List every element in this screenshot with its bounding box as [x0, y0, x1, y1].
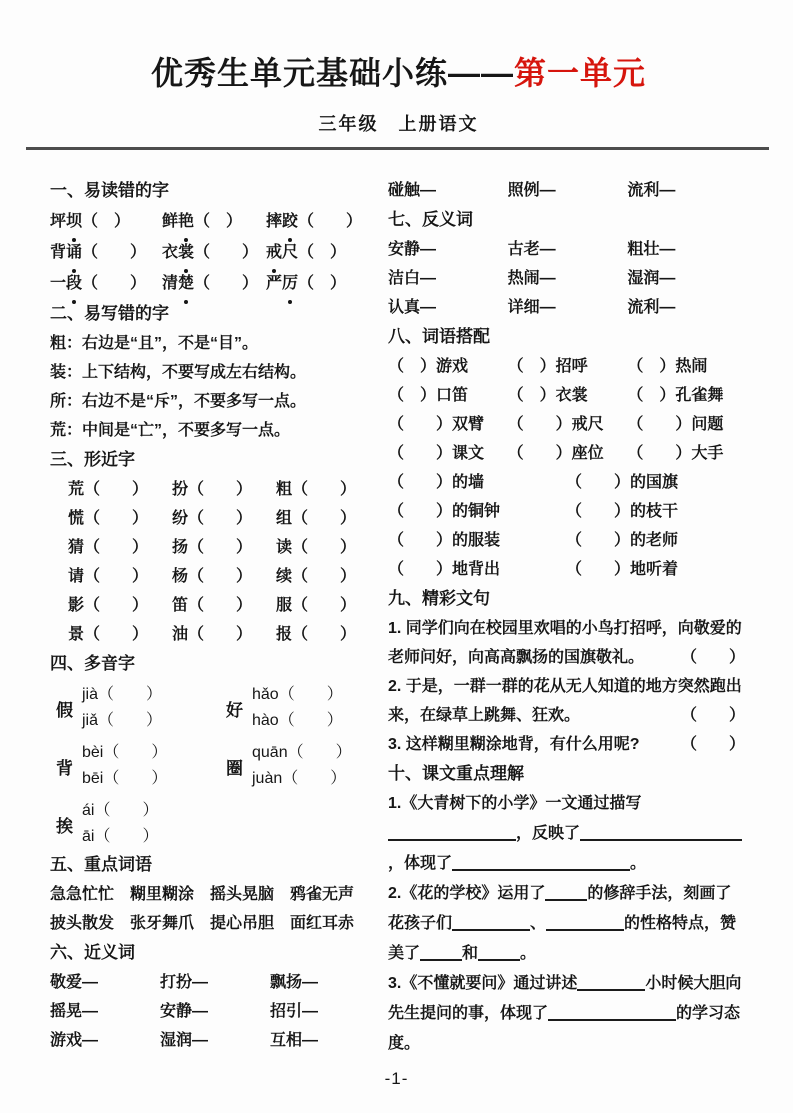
polyphonic-char: 好: [226, 700, 243, 720]
blank-line: [546, 915, 624, 931]
pinyin-line: jià（ ）: [82, 686, 163, 703]
collocation-item: （ ）座位: [507, 445, 604, 462]
char-blank: 组（ ）: [276, 510, 357, 527]
char-blank: 粗（ ）: [276, 481, 357, 498]
paren-blank: （ ）: [680, 649, 745, 666]
key-words-line: 披头散发 张牙舞爪 提心吊胆 面红耳赤: [50, 915, 355, 932]
blank-line: [580, 825, 742, 841]
paren-blank: （ ）: [194, 275, 259, 292]
synonym-item: 招引—: [270, 1003, 319, 1020]
word-item: 一段（ ）: [50, 268, 162, 299]
collocation-item: （ ）衣裳: [507, 387, 588, 404]
paren-blank: （ ）: [298, 275, 347, 292]
synonym-item: 湿润—: [160, 1032, 209, 1049]
key-words-line: 急急忙忙 糊里糊涂 摇头晃脑 鸦雀无声: [50, 886, 355, 903]
pinyin-line: bèi（ ）: [82, 744, 168, 761]
heading-key-words: 五、重点词语: [50, 855, 152, 874]
pinyin-line: bēi（ ）: [82, 770, 168, 787]
word-item: 戒尺（ ）: [266, 237, 380, 268]
polyphonic-char: 背: [56, 758, 73, 778]
collocation-row: [388, 468, 747, 584]
miswrite-note: 粗：右边是“且”，不是“目”。: [50, 335, 259, 352]
collocation-item: （ ）问题: [627, 416, 724, 433]
antonyms-grid: [388, 235, 747, 322]
char-blank: 猜（ ）: [68, 539, 149, 556]
char-blank: 续（ ）: [276, 568, 357, 585]
fill-in-question: 1.《大青树下的小学》一文通过描写，反映了，体现了 。: [388, 789, 747, 879]
pinyin-line: juàn（ ）: [252, 770, 347, 787]
polyphonic-char: 假: [56, 700, 73, 720]
synonyms-grid: [50, 968, 380, 1055]
left-column: [50, 176, 380, 1059]
collocation-item: （ ）戒尺: [507, 416, 604, 433]
synonym-item: 照例—: [507, 182, 556, 199]
char-blank: 服（ ）: [276, 597, 357, 614]
word-item: 摔跤（ ）: [266, 206, 380, 237]
collocation-item: （ ）地背出: [388, 561, 501, 578]
antonym-item: 认真—: [388, 299, 437, 316]
heading-miswrite-chars: 二、易写错的字: [50, 304, 169, 323]
antonym-item: 洁白—: [388, 270, 437, 287]
fill-in-question: 3.《不懂就要问》通过讲述 小时候大胆向先生提问的事，体现了 的学习态度。: [388, 975, 742, 1052]
char-blank: 扬（ ）: [172, 539, 253, 556]
char-blank: 读（ ）: [276, 539, 357, 556]
right-column: [388, 176, 747, 1059]
collocation-item: （ ）的墙: [388, 474, 485, 491]
pinyin-line: hào（ ）: [252, 712, 343, 729]
word-item: 清楚（ ）: [162, 268, 266, 299]
collocation-item: （ ）的国旗: [566, 474, 679, 491]
synonym-item: 流利—: [627, 182, 676, 199]
char-blank: 荒（ ）: [68, 481, 149, 498]
char-blank: 影（ ）: [68, 597, 149, 614]
blank-line: [548, 1005, 676, 1021]
paren-blank: （ ）: [82, 244, 147, 261]
heading-misread-chars: 一、易读错的字: [50, 181, 169, 200]
synonym-item: 互相—: [270, 1032, 319, 1049]
heading-antonyms: 七、反义词: [388, 210, 473, 229]
paren-blank: （ ）: [680, 736, 745, 753]
synonym-item: 游戏—: [50, 1032, 99, 1049]
paren-blank: （ ）: [82, 275, 147, 292]
collocation-item: （ ）的老师: [566, 532, 679, 549]
sentence-text: 1. 同学们向在校园里欢唱的小鸟打招呼，向敬爱的老师问好，向高高飘扬的国旗敬礼。: [388, 620, 742, 666]
char-blank: 油（ ）: [172, 626, 253, 643]
pinyin-line: hǎo（ ）: [252, 686, 343, 703]
char-blank: 慌（ ）: [68, 510, 149, 527]
char-blank: 杨（ ）: [172, 568, 253, 585]
page-number: -1-: [384, 1069, 409, 1088]
similar-chars-grid: [50, 475, 380, 649]
collocation-item: （ ）游戏: [388, 358, 469, 375]
char-blank: 笛（ ）: [172, 597, 253, 614]
antonym-item: 详细—: [507, 299, 556, 316]
antonym-item: 湿润—: [627, 270, 676, 287]
fill-in-question: 2.《花的学校》运用了 的修辞手法，刻画了花孩子们 、 的性格特点，赞美了 和 。: [388, 885, 737, 962]
title-unit-red: 第一单元: [514, 55, 647, 91]
synonym-item: 摇晃—: [50, 1003, 99, 1020]
synonyms-continued-row: [388, 176, 747, 205]
word-item: 坪坝（ ）: [50, 206, 162, 237]
polyphonic-char: 挨: [56, 816, 73, 836]
misread-row: [50, 237, 380, 268]
sentence: [388, 730, 747, 759]
collocation-item: （ ）热闹: [627, 358, 708, 375]
polyphonic-entry: [50, 682, 220, 734]
word-item: 严厉（ ）: [266, 268, 380, 299]
blank-line: [420, 945, 462, 961]
header-divider: [26, 147, 769, 150]
heading-text-comprehension: 十、课文重点理解: [388, 764, 524, 783]
collocation-row: [388, 352, 747, 468]
heading-synonyms: 六、近义词: [50, 943, 135, 962]
antonym-item: 热闹—: [507, 270, 556, 287]
paren-blank: （ ）: [82, 213, 131, 230]
pinyin-line: ái（ ）: [82, 802, 159, 819]
polyphonic-entry: [220, 740, 380, 792]
synonym-item: 安静—: [160, 1003, 209, 1020]
synonym-item: 打扮—: [160, 974, 209, 991]
blank-line: [577, 975, 645, 991]
char-blank: 景（ ）: [68, 626, 149, 643]
sentence: [388, 614, 747, 672]
blank-line: [545, 885, 587, 901]
heading-polyphonic-chars: 四、多音字: [50, 654, 135, 673]
paren-blank: （ ）: [680, 707, 745, 724]
blank-line: [452, 915, 530, 931]
polyphonic-entry: [50, 798, 220, 850]
page-title: [50, 48, 747, 94]
page-subtitle: 三年级 上册语文: [318, 114, 479, 134]
title-black-part: 优秀生单元基础小练——: [150, 55, 514, 91]
miswrite-note: 荒：中间是“亡”，不要多写一点。: [50, 422, 291, 439]
antonym-item: 流利—: [627, 299, 676, 316]
misread-row: [50, 268, 380, 299]
blank-line: [452, 855, 630, 871]
collocation-item: （ ）的铜钟: [388, 503, 501, 520]
synonym-item: 飘扬—: [270, 974, 319, 991]
miswrite-note: 所：右边不是“斥”，不要多写一点。: [50, 393, 307, 410]
char-blank: 扮（ ）: [172, 481, 253, 498]
synonym-item: 碰触—: [388, 182, 437, 199]
char-blank: 报（ ）: [276, 626, 357, 643]
sentence-text: 3. 这样糊里糊涂地背，有什么用呢?: [388, 736, 640, 753]
sentence-text: 2. 于是，一群一群的花从无人知道的地方突然跑出来，在绿草上跳舞、狂欢。: [388, 678, 742, 724]
miswrite-note: 装：上下结构，不要写成左右结构。: [50, 364, 307, 381]
collocation-item: （ ）招呼: [507, 358, 588, 375]
two-column-body: [50, 176, 747, 1059]
polyphonic-char: 圈: [226, 758, 243, 778]
collocation-item: （ ）双臂: [388, 416, 485, 433]
polyphonic-entry: [220, 682, 380, 734]
blank-line: [478, 945, 520, 961]
collocation-item: （ ）的枝干: [566, 503, 679, 520]
blank-line: [388, 825, 516, 841]
polyphonic-entry: [50, 740, 220, 792]
heading-similar-chars: 三、形近字: [50, 450, 135, 469]
synonym-item: 敬爱—: [50, 974, 99, 991]
pinyin-line: jiǎ（ ）: [82, 712, 163, 729]
heading-word-collocation: 八、词语搭配: [388, 327, 490, 346]
collocation-item: （ ）口笛: [388, 387, 469, 404]
collocation-item: （ ）课文: [388, 445, 485, 462]
polyphonic-grid: [50, 682, 380, 850]
paren-blank: （ ）: [298, 244, 347, 261]
char-blank: 纷（ ）: [172, 510, 253, 527]
pinyin-line: quān（ ）: [252, 744, 352, 761]
antonym-item: 古老—: [507, 241, 556, 258]
heading-wonderful-sentences: 九、精彩文句: [388, 589, 490, 608]
word-item: 鲜艳（ ）: [162, 206, 266, 237]
collocation-item: （ ）大手: [627, 445, 724, 462]
antonym-item: 安静—: [388, 241, 437, 258]
pinyin-line: āi（ ）: [82, 828, 159, 845]
word-item: 衣裳（ ）: [162, 237, 266, 268]
paren-blank: （ ）: [194, 213, 243, 230]
sentence: [388, 672, 747, 730]
word-item: 背诵（ ）: [50, 237, 162, 268]
char-blank: 请（ ）: [68, 568, 149, 585]
paren-blank: （ ）: [298, 213, 363, 230]
collocation-item: （ ）的服装: [388, 532, 501, 549]
collocation-item: （ ）孔雀舞: [627, 387, 724, 404]
collocation-item: （ ）地听着: [566, 561, 679, 578]
misread-row: [50, 206, 380, 237]
paren-blank: （ ）: [194, 244, 259, 261]
antonym-item: 粗壮—: [627, 241, 676, 258]
